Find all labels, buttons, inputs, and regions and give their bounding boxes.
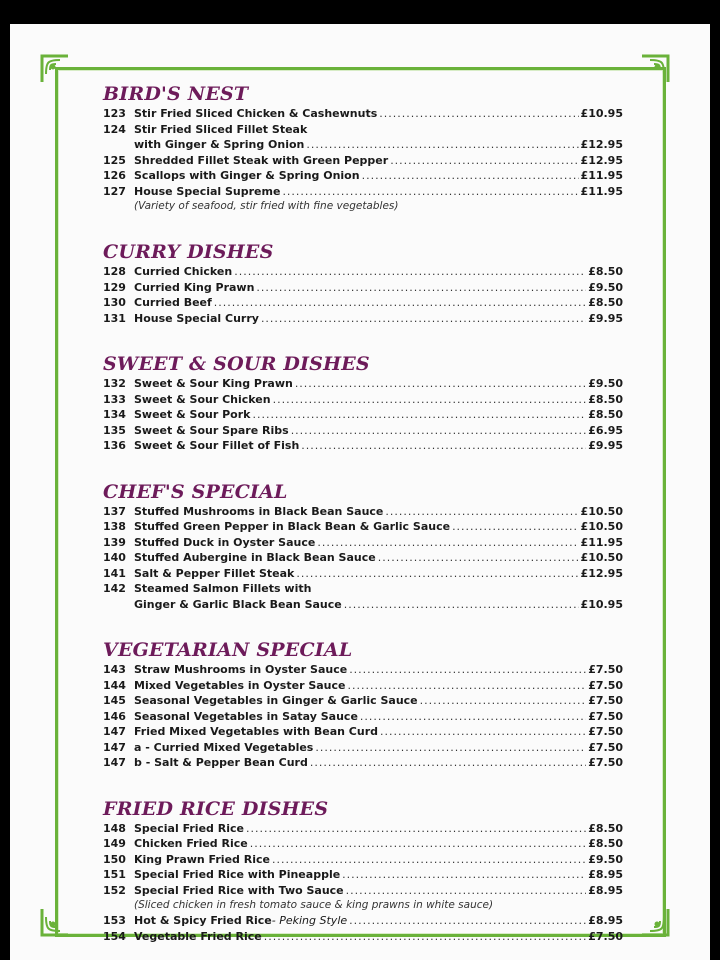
item-name: a - Curried Mixed Vegetables (134, 740, 314, 754)
item-number: 136 (103, 439, 126, 452)
menu-item (103, 407, 623, 423)
item-number: 126 (103, 169, 126, 182)
section-title: SWEET & SOUR DISHES (103, 353, 370, 375)
menu-item (103, 519, 623, 535)
item-note: (Sliced chicken in fresh tomato sauce & king prawns in white sauce) (134, 899, 494, 911)
item-name: Straw Mushrooms in Oyster Sauce (134, 663, 348, 676)
item-number: 141 (103, 566, 126, 580)
section-curry-dishes (103, 240, 623, 326)
item-price: £7.50 (588, 740, 623, 754)
item-price: £9.50 (588, 280, 623, 294)
item-number: 125 (103, 153, 126, 167)
item-price: £12.95 (580, 566, 623, 580)
menu-item (103, 550, 623, 566)
item-name: Hot & Spicy Fried Rice (134, 914, 272, 927)
item-number: 153 (103, 914, 126, 927)
item-price: £7.50 (588, 663, 623, 676)
corner-ornament-icon (640, 54, 670, 84)
item-price: £7.50 (588, 678, 623, 692)
item-name: Steamed Salmon Fillets with (134, 582, 312, 595)
item-number: 146 (103, 709, 126, 723)
item-price: £8.95 (588, 868, 623, 881)
menu-item (103, 566, 623, 582)
section-title: CHEF'S SPECIAL (103, 480, 288, 503)
menu-item (103, 883, 623, 899)
item-price: £8.50 (588, 821, 623, 835)
menu-item (103, 821, 623, 837)
menu-item (103, 280, 623, 296)
item-name: Sweet & Sour Fillet of Fish (134, 439, 300, 452)
menu-item (103, 264, 623, 280)
item-name: House Special Curry (134, 311, 259, 325)
item-number: 135 (103, 423, 126, 437)
item-number: 139 (103, 535, 126, 549)
item-price: £9.95 (588, 439, 623, 452)
menu-item (103, 693, 623, 709)
menu-item (103, 423, 623, 439)
item-price: £9.95 (588, 311, 623, 325)
item-number: 148 (103, 821, 126, 835)
menu-item-continuation (103, 597, 623, 613)
menu-item (103, 376, 623, 392)
item-price: £9.50 (588, 852, 623, 866)
item-number: 152 (103, 883, 126, 897)
item-name: Shredded Fillet Steak with Green Pepper (134, 153, 389, 167)
item-price: £8.95 (588, 883, 623, 897)
item-style-note: - Peking Style (271, 914, 348, 927)
menu-item (103, 740, 623, 756)
item-name: Vegetable Fried Rice (134, 929, 262, 943)
item-name: b - Salt & Pepper Bean Curd (134, 756, 308, 769)
item-price: £6.95 (588, 423, 623, 437)
section-birds-nest (103, 82, 623, 214)
section-title: BIRD'S NEST (103, 83, 249, 105)
menu-item (103, 581, 623, 597)
item-price: £8.50 (588, 408, 623, 421)
item-price: £10.50 (580, 551, 623, 564)
section-sweet-sour (103, 352, 623, 454)
item-price: £11.95 (580, 535, 623, 549)
menu-item (103, 913, 623, 929)
item-name: with Ginger & Spring Onion (134, 138, 305, 151)
menu-item (103, 122, 623, 138)
section-title: CURRY DISHES (103, 241, 274, 263)
menu-content (103, 82, 623, 944)
menu-item (103, 678, 623, 694)
item-name: House Special Supreme (134, 184, 281, 198)
item-price: £11.95 (580, 169, 623, 182)
item-name: Salt & Pepper Fillet Steak (134, 566, 295, 580)
menu-item (103, 852, 623, 868)
item-number: 143 (103, 663, 126, 676)
item-price: £7.50 (588, 756, 623, 769)
item-number: 144 (103, 678, 126, 692)
section-title: VEGETARIAN SPECIAL (103, 639, 353, 661)
menu-item (103, 168, 623, 184)
section-chefs-special (103, 480, 623, 613)
item-number: 142 (103, 582, 126, 595)
item-number: 147 (103, 740, 126, 754)
item-name: Seasonal Vegetables in Ginger & Garlic Sauce (134, 694, 418, 707)
item-number: 131 (103, 311, 126, 325)
item-number: 133 (103, 392, 126, 406)
item-number: 147 (103, 725, 126, 738)
menu-item (103, 535, 623, 551)
menu-item (103, 392, 623, 408)
menu-item (103, 867, 623, 883)
item-name: Chicken Fried Rice (134, 837, 248, 850)
menu-item (103, 153, 623, 169)
item-name: Curried Chicken (134, 265, 233, 278)
menu-item-continuation (103, 137, 623, 153)
item-name: Stuffed Green Pepper in Black Bean & Garlic Sauce (134, 520, 451, 533)
item-number: 154 (103, 929, 126, 943)
item-number: 151 (103, 868, 126, 881)
item-price: £8.50 (588, 265, 623, 278)
item-name: Sweet & Sour Spare Ribs (134, 423, 289, 437)
menu-item (103, 709, 623, 725)
item-number: 137 (103, 504, 126, 518)
menu-item (103, 662, 623, 678)
menu-item (103, 311, 623, 327)
item-price: £10.50 (580, 520, 623, 533)
item-number: 123 (103, 107, 126, 120)
item-name: Special Fried Rice with Two Sauce (134, 883, 344, 897)
item-number: 127 (103, 184, 126, 198)
item-number: 147 (103, 756, 126, 769)
item-name: Sweet & Sour Chicken (134, 392, 271, 406)
item-price: £7.50 (588, 725, 623, 738)
item-name: Ginger & Garlic Black Bean Sauce (134, 597, 342, 611)
section-fried-rice-dishes (103, 797, 623, 945)
item-number: 129 (103, 280, 126, 294)
corner-ornament-icon (40, 54, 70, 84)
item-note: (Variety of seafood, stir fried with fine vegetables) (134, 200, 399, 212)
item-price: £10.95 (580, 107, 623, 120)
item-name: Stuffed Mushrooms in Black Bean Sauce (134, 504, 384, 518)
item-name: Scallops with Ginger & Spring Onion (134, 169, 360, 182)
item-name: Sweet & Sour Pork (134, 408, 251, 421)
menu-item (103, 438, 623, 454)
item-name: Sweet & Sour King Prawn (134, 377, 293, 390)
item-number: 140 (103, 551, 126, 564)
menu-item (103, 184, 623, 200)
item-price: £8.50 (588, 296, 623, 309)
corner-ornament-icon (640, 907, 670, 937)
item-price: £10.95 (580, 597, 623, 611)
item-name: Curried King Prawn (134, 280, 255, 294)
item-number: 149 (103, 837, 126, 850)
item-number: 124 (103, 122, 126, 136)
item-number: 150 (103, 852, 126, 866)
item-name: Stuffed Duck in Oyster Sauce (134, 535, 316, 549)
item-price: £7.50 (588, 694, 623, 707)
menu-item (103, 836, 623, 852)
menu-item (103, 724, 623, 740)
section-title: FRIED RICE DISHES (103, 797, 329, 820)
menu-item (103, 504, 623, 520)
item-price: £8.50 (588, 392, 623, 406)
item-price: £9.50 (588, 377, 623, 390)
menu-item (103, 929, 623, 945)
item-name: Seasonal Vegetables in Satay Sauce (134, 709, 358, 723)
item-price: £8.95 (588, 914, 623, 927)
item-name: Fried Mixed Vegetables with Bean Curd (134, 725, 378, 738)
item-price: £11.95 (580, 184, 623, 198)
item-price: £7.50 (588, 709, 623, 723)
corner-ornament-icon (40, 907, 70, 937)
item-name: Stir Fried Sliced Fillet Steak (134, 122, 308, 136)
item-name: Curried Beef (134, 296, 212, 309)
item-number: 128 (103, 265, 126, 278)
item-number: 134 (103, 408, 126, 421)
item-name: King Prawn Fried Rice (134, 852, 270, 866)
item-number: 138 (103, 520, 126, 533)
section-vegetarian-special (103, 638, 623, 771)
item-price: £10.50 (580, 504, 623, 518)
menu-item (103, 106, 623, 122)
item-name: Stir Fried Sliced Chicken & Cashewnuts (134, 107, 378, 120)
item-price: £12.95 (580, 153, 623, 167)
item-price: £12.95 (580, 138, 623, 151)
item-number: 145 (103, 694, 126, 707)
item-name: Mixed Vegetables in Oyster Sauce (134, 678, 346, 692)
menu-item (103, 755, 623, 771)
item-number: 130 (103, 296, 126, 309)
item-number: 132 (103, 377, 126, 390)
item-price: £7.50 (588, 929, 623, 943)
item-price: £8.50 (588, 837, 623, 850)
item-name: Special Fried Rice with Pineapple (134, 868, 341, 881)
item-name: Stuffed Aubergine in Black Bean Sauce (134, 551, 376, 564)
menu-item (103, 295, 623, 311)
item-name: Special Fried Rice (134, 821, 244, 835)
